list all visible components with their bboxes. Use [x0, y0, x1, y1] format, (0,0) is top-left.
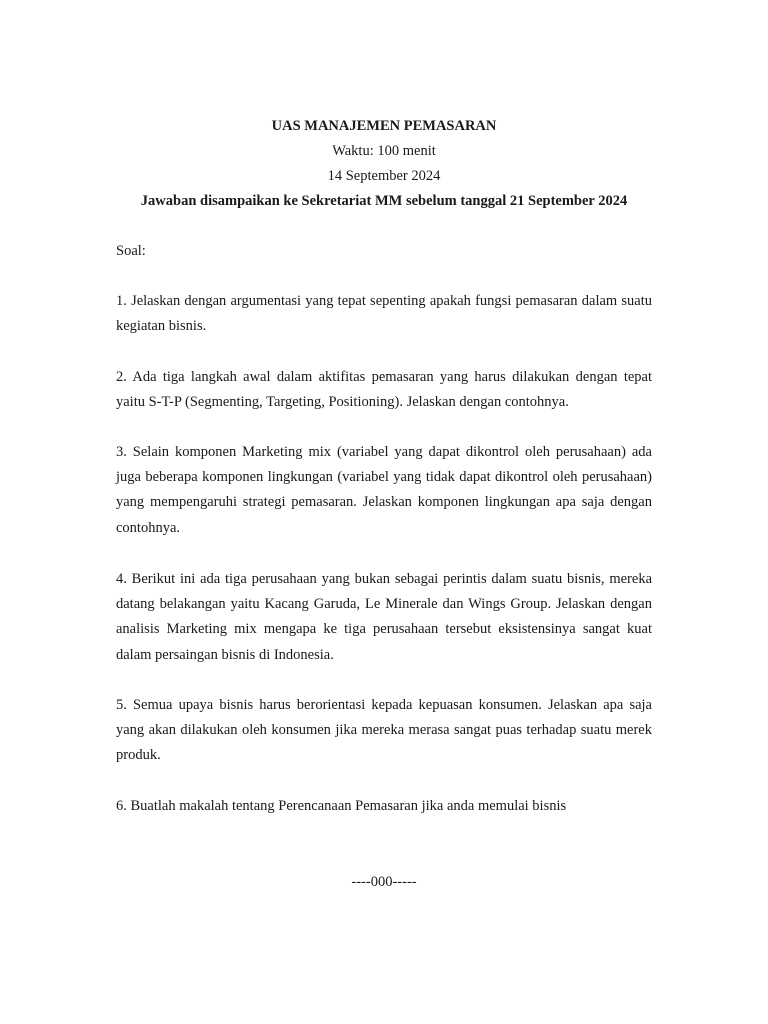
exam-date: 14 September 2024: [327, 168, 441, 184]
questions-label: Soal:: [116, 243, 146, 259]
document-end-marker: ----000-----: [351, 874, 417, 890]
question-3: 3. Selain komponen Marketing mix (variabel yang dapat dikontrol oleh perusahaan) ada juga beberapa komponen lingkungan (variabel yang tidak dapat dikontrol oleh perusahaan) yang mempengaruhi strategi pemasaran. Jelaskan komponen lingkungan apa saja dengan contohnya.: [116, 444, 652, 536]
exam-title: UAS MANAJEMEN PEMASARAN: [271, 118, 497, 134]
question-5: 5. Semua upaya bisnis harus berorientasi kepada kepuasan konsumen. Jelaskan apa saja yang akan dilakukan oleh konsumen jika mereka merasa sangat puas terhadap suatu merek produk.: [116, 697, 652, 764]
question-1: 1. Jelaskan dengan argumentasi yang tepat sepenting apakah fungsi pemasaran dalam suatu kegiatan bisnis.: [116, 293, 652, 335]
question-6: 6. Buatlah makalah tentang Perencanaan Pemasaran jika anda memulai bisnis: [116, 798, 567, 814]
exam-duration: Waktu: 100 menit: [332, 143, 436, 159]
submission-note: Jawaban disampaikan ke Sekretariat MM sebelum tanggal 21 September 2024: [140, 193, 628, 209]
question-2: 2. Ada tiga langkah awal dalam aktifitas pemasaran yang harus dilakukan dengan tepat yaitu S-T-P (Segmenting, Targeting, Positioning). Jelaskan dengan contohnya.: [116, 369, 652, 411]
question-4: 4. Berikut ini ada tiga perusahaan yang bukan sebagai perintis dalam suatu bisnis, mereka datang belakangan yaitu Kacang Garuda, Le Minerale dan Wings Group. Jelaskan dengan analisis Marketing mix mengapa ke tiga perusahaan tersebut eksistensinya sangat kuat dalam persaingan bisnis di Indonesia.: [116, 571, 652, 663]
